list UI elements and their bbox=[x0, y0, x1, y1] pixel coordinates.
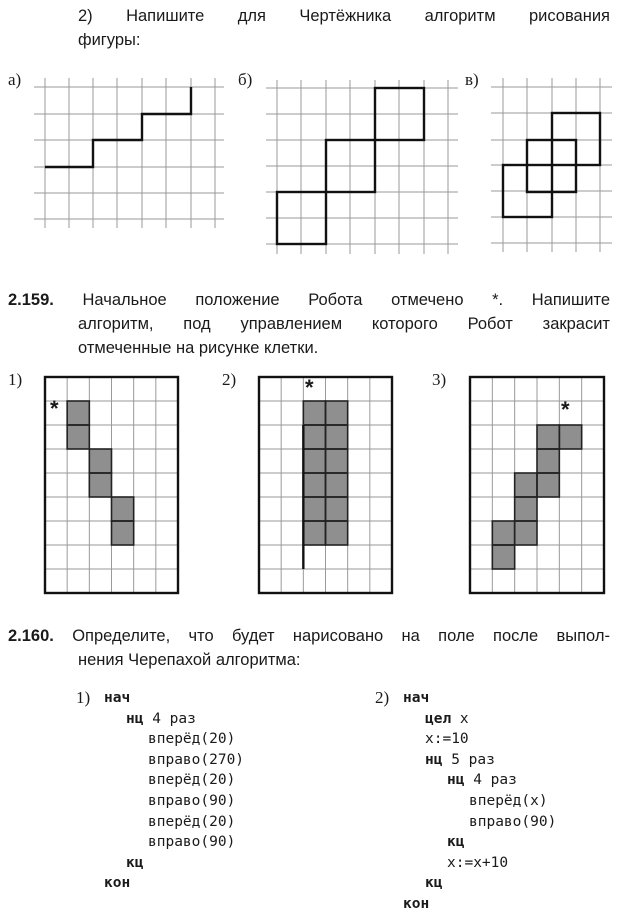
shaded-cell bbox=[67, 401, 89, 425]
shaded-cell bbox=[326, 401, 348, 425]
code-line bbox=[104, 770, 244, 791]
code-text: x:=10 bbox=[425, 731, 469, 748]
shaded-cell bbox=[303, 425, 325, 449]
task-160-line2: нения Черепахой алгоритма: bbox=[78, 651, 301, 669]
code-line bbox=[104, 729, 244, 750]
figure-v-squares bbox=[503, 113, 600, 217]
code-line bbox=[403, 709, 556, 730]
shaded-cell bbox=[89, 449, 111, 473]
code-text: вперёд(20) bbox=[148, 772, 236, 789]
code-keyword: нач bbox=[104, 690, 131, 706]
shaded-cell bbox=[515, 473, 537, 497]
code-line bbox=[403, 791, 556, 812]
shaded-cell bbox=[303, 521, 325, 545]
code-line bbox=[104, 750, 244, 771]
shaded-cell bbox=[515, 497, 537, 521]
code-keyword: нц bbox=[425, 751, 443, 768]
shaded-cell bbox=[326, 521, 348, 545]
code-line bbox=[403, 853, 556, 874]
code-line bbox=[403, 894, 556, 915]
code-text: x:=x+10 bbox=[447, 854, 509, 871]
shaded-cell bbox=[303, 473, 325, 497]
grid-b bbox=[266, 80, 458, 254]
shaded-cell bbox=[326, 449, 348, 473]
code-keyword: кц bbox=[425, 875, 443, 892]
label-b: б) bbox=[238, 70, 253, 89]
robot-label-2: 2) bbox=[222, 370, 237, 389]
task-159-line1: Начальное положение Робота отмечено *. Напишите bbox=[82, 291, 610, 309]
code-line bbox=[403, 832, 556, 853]
top-task-line2: фигуры: bbox=[78, 31, 141, 49]
shaded-cell bbox=[537, 473, 559, 497]
shaded-cell bbox=[89, 473, 111, 497]
shaded-cell bbox=[303, 497, 325, 521]
alg2-label: 2) bbox=[375, 688, 390, 707]
code-keyword: кц bbox=[447, 834, 465, 851]
robot-label-1: 1) bbox=[8, 370, 23, 389]
robot-start-star-3: * bbox=[561, 397, 570, 422]
shaded-cell bbox=[112, 521, 134, 545]
shaded-cell bbox=[326, 473, 348, 497]
task-159-text bbox=[8, 288, 610, 360]
code-text: вперёд(20) bbox=[148, 731, 236, 748]
code-line bbox=[104, 873, 244, 894]
task-160-number: 2.160. bbox=[8, 627, 54, 645]
code-line bbox=[403, 770, 556, 791]
code-text: x bbox=[451, 710, 469, 727]
code-line bbox=[403, 873, 556, 894]
robot-field-1 bbox=[45, 377, 178, 593]
shaded-cell bbox=[303, 449, 325, 473]
code-text: вправо(270) bbox=[148, 751, 245, 768]
code-keyword: нц bbox=[126, 710, 144, 727]
code-line bbox=[403, 750, 556, 771]
code-keyword: цел bbox=[425, 710, 452, 727]
code-keyword: кон bbox=[104, 875, 131, 892]
shaded-cell bbox=[112, 497, 134, 521]
task-160-text bbox=[8, 624, 610, 672]
shaded-cell bbox=[492, 545, 514, 569]
shaded-cell bbox=[303, 401, 325, 425]
shaded-cell bbox=[537, 449, 559, 473]
code-keyword: нач bbox=[403, 690, 430, 706]
task-159-line2: алгоритм, под управлением которого Робот закрасит bbox=[78, 315, 610, 333]
shaded-cell bbox=[326, 425, 348, 449]
task-159-number: 2.159. bbox=[8, 291, 54, 309]
grid-a bbox=[34, 78, 224, 228]
code-line bbox=[104, 812, 244, 833]
code-text: 4 раз bbox=[143, 710, 196, 727]
code-text: вправо(90) bbox=[469, 813, 557, 830]
shaded-cell bbox=[67, 425, 89, 449]
code-text: вперёд(x) bbox=[469, 792, 548, 809]
algorithm-1 bbox=[104, 688, 244, 894]
code-text: вперёд(20) bbox=[148, 813, 236, 830]
alg1-label: 1) bbox=[76, 688, 91, 707]
shaded-cell bbox=[537, 425, 559, 449]
code-text: вправо(90) bbox=[148, 792, 236, 809]
code-line bbox=[104, 688, 244, 709]
label-a: а) bbox=[8, 70, 22, 89]
code-line bbox=[104, 709, 244, 730]
code-keyword: кон bbox=[403, 895, 430, 912]
robot-field-2 bbox=[259, 377, 392, 593]
code-text: 4 раз bbox=[464, 772, 517, 789]
shaded-cell bbox=[492, 521, 514, 545]
code-line bbox=[403, 688, 556, 709]
algorithm-2 bbox=[403, 688, 556, 915]
robot-start-star-1: * bbox=[50, 396, 59, 421]
code-line bbox=[104, 832, 244, 853]
task-159-line3: отмеченные на рисунке клетки. bbox=[78, 339, 319, 357]
task-160-line1: Определите, что будет нарисовано на поле после выпол- bbox=[72, 627, 610, 645]
code-keyword: нц bbox=[447, 772, 465, 789]
code-line bbox=[104, 791, 244, 812]
code-keyword: кц bbox=[126, 854, 144, 871]
robot-field-3 bbox=[470, 377, 604, 593]
shaded-cell bbox=[515, 521, 537, 545]
code-line bbox=[104, 853, 244, 874]
robot-start-star-2: * bbox=[305, 375, 314, 400]
code-line bbox=[403, 812, 556, 833]
shaded-cell bbox=[326, 497, 348, 521]
code-line bbox=[403, 729, 556, 750]
robot-label-3: 3) bbox=[432, 370, 447, 389]
code-text: 5 раз bbox=[442, 751, 495, 768]
figure-a-staircase bbox=[45, 87, 191, 167]
code-text: вправо(90) bbox=[148, 834, 236, 851]
top-task-line1: 2) Напишите для Чертёжника алгоритм рисования bbox=[78, 7, 610, 25]
shaded-cell bbox=[559, 425, 581, 449]
label-v: в) bbox=[465, 70, 479, 89]
